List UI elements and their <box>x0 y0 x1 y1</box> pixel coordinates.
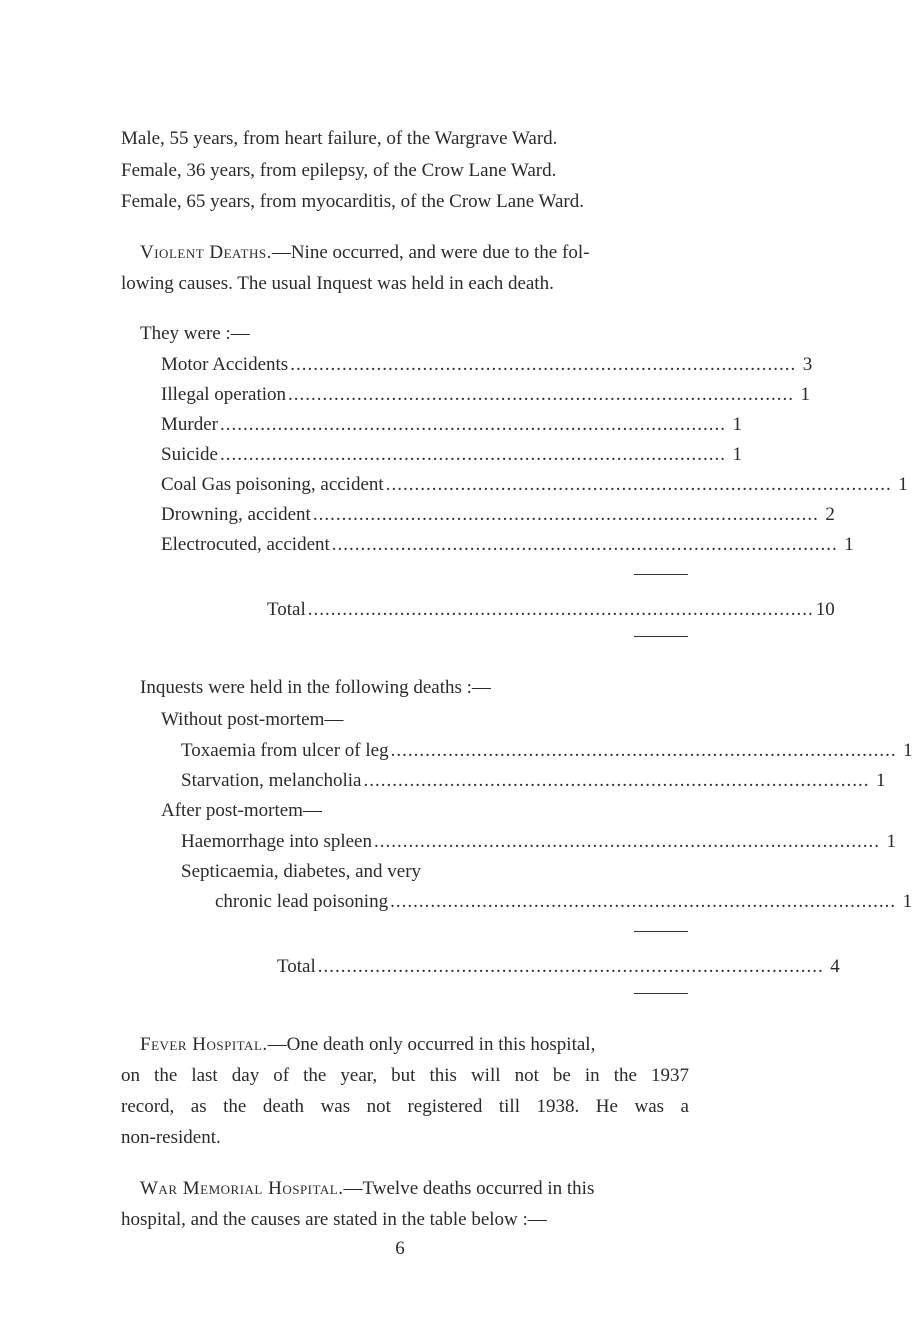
war-paragraph-line-1 <box>140 1176 594 1202</box>
item-label: Electrocuted, accident <box>161 534 330 555</box>
they-were-label: They were :— <box>140 323 250 344</box>
item-label: Illegal operation <box>161 384 287 405</box>
fever-heading: Fever Hospital. <box>140 1034 268 1055</box>
war-heading: War Memorial Hospital. <box>140 1178 344 1199</box>
without-postmortem-heading: Without post-mortem— <box>161 709 344 730</box>
item-label: Drowning, accident <box>161 504 311 525</box>
list-item: Motor Accidents ........................................................................................ 3 <box>161 352 688 378</box>
item-value: 1 <box>732 444 742 465</box>
total-rule <box>634 993 688 994</box>
list-item: Haemorrhage into spleen ........................................................................................ 1 <box>181 829 688 855</box>
list-item: Illegal operation ........................................................................................ 1 <box>161 382 688 408</box>
after-postmortem-heading: After post-mortem— <box>161 800 322 821</box>
item-value: 1 <box>898 474 908 495</box>
total-value: 10 <box>815 599 835 620</box>
list-item: Starvation, melancholia ........................................................................................ 1 <box>181 768 688 794</box>
violent-paragraph-line-1 <box>140 240 589 266</box>
fever-text-1: —One death only occurred in this hospital, <box>267 1034 596 1055</box>
item-label: Suicide <box>161 444 218 465</box>
list-item: Toxaemia from ulcer of leg ........................................................................................ 1 <box>181 738 688 764</box>
violent-text-1: —Nine occurred, and were due to the fol- <box>271 242 590 263</box>
list-item: Drowning, accident ........................................................................................ 2 <box>161 502 688 528</box>
item-label: Motor Accidents <box>161 354 289 375</box>
intro-line-3: Female, 65 years, from myocarditis, of the Crow Lane Ward. <box>121 191 584 212</box>
item-value: 1 <box>886 831 896 852</box>
total-label: Total <box>267 599 306 620</box>
list-item: Murder ........................................................................................ 1 <box>161 412 688 438</box>
intro-line-1: Male, 55 years, from heart failure, of the Wargrave Ward. <box>121 128 558 149</box>
fever-paragraph-line-3: record, as the death was not registered till 1938. He was a <box>121 1096 689 1117</box>
inquests-intro: Inquests were held in the following deaths :— <box>140 677 491 698</box>
list-item: Coal Gas poisoning, accident ........................................................................................ 1 <box>161 472 688 498</box>
total-label: Total <box>277 956 316 977</box>
item-value: 1 <box>732 414 742 435</box>
inquests-total-row: Total ........................................................................................ 4 <box>277 954 688 980</box>
fever-paragraph-line-4: non-resident. <box>121 1127 221 1148</box>
list-item: chronic lead poisoning ........................................................................................ 1 <box>215 889 688 915</box>
war-text-1: —Twelve deaths occurred in this <box>343 1178 595 1199</box>
fever-paragraph-line-1 <box>140 1032 595 1058</box>
subtotal-rule <box>634 931 688 932</box>
item-label: Toxaemia from ulcer of leg <box>181 740 389 761</box>
item-label: chronic lead poisoning <box>215 891 389 912</box>
page-number: 6 <box>395 1238 405 1259</box>
intro-line-2: Female, 36 years, from epilepsy, of the Crow Lane Ward. <box>121 160 557 181</box>
item-label: Murder <box>161 414 218 435</box>
fever-paragraph-line-2: on the last day of the year, but this will not be in the 1937 <box>121 1065 689 1086</box>
total-value: 4 <box>830 956 840 977</box>
septicaemia-line-1: Septicaemia, diabetes, and very <box>181 861 422 882</box>
item-value: 1 <box>844 534 854 555</box>
violent-paragraph-line-2: lowing causes. The usual Inquest was held in each death. <box>121 273 554 294</box>
item-value: 1 <box>800 384 811 405</box>
item-value: 1 <box>903 740 913 761</box>
item-label: Coal Gas poisoning, accident <box>161 474 384 495</box>
item-label: Starvation, melancholia <box>181 770 362 791</box>
item-value: 1 <box>902 891 913 912</box>
war-paragraph-line-2: hospital, and the causes are stated in the table below :— <box>121 1209 547 1230</box>
item-value: 1 <box>875 770 886 791</box>
violent-total-row: Total ........................................................................................ 10 <box>267 597 688 623</box>
total-rule <box>634 636 688 637</box>
item-value: 3 <box>802 354 813 375</box>
subtotal-rule <box>634 574 688 575</box>
item-value: 2 <box>825 504 835 525</box>
list-item: Electrocuted, accident ........................................................................................ 1 <box>161 532 688 558</box>
list-item: Suicide ........................................................................................ 1 <box>161 442 688 468</box>
violent-heading: Violent Deaths. <box>140 242 272 263</box>
item-label: Haemorrhage into spleen <box>181 831 372 852</box>
